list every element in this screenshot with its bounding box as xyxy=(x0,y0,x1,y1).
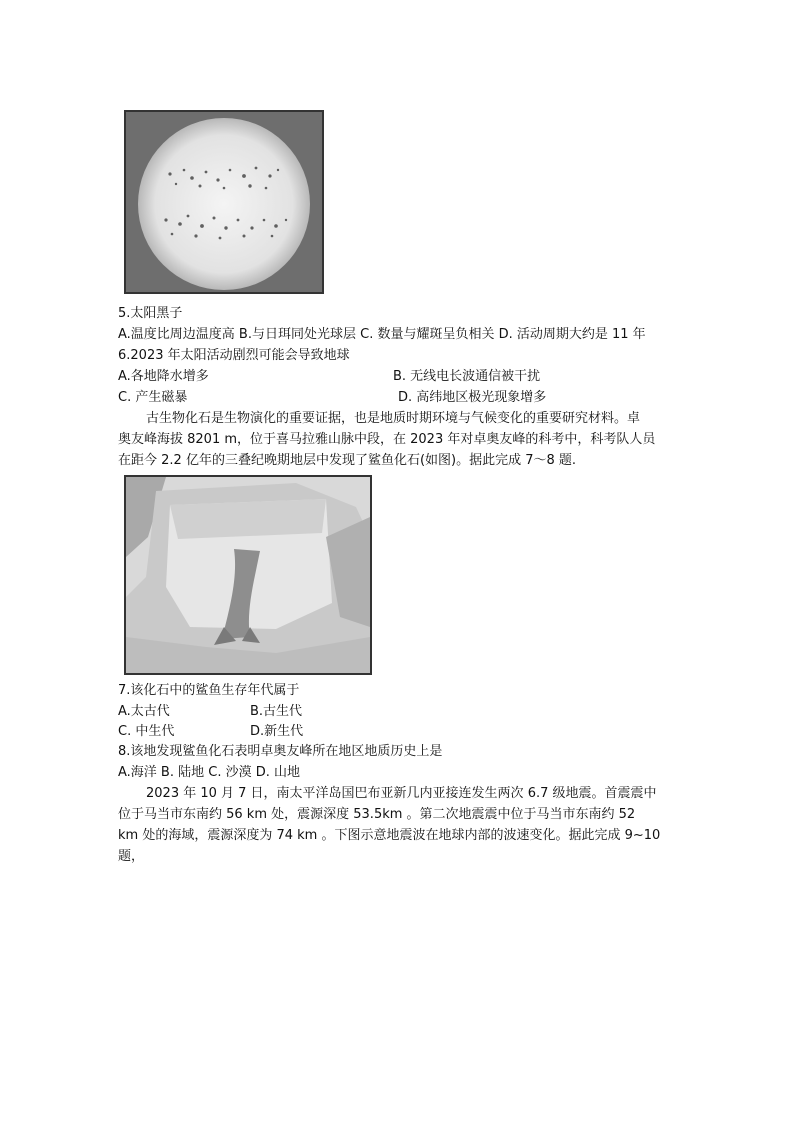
shark-fossil-photo xyxy=(124,475,372,675)
q8-options: A.海洋 B. 陆地 C. 沙漠 D. 山地 xyxy=(118,765,300,780)
q5-stem: 5.太阳黑子 xyxy=(118,306,183,321)
passage2-line1: 2023 年 10 月 7 日，南太平洋岛国巴布亚新几内亚接连发生两次 6.7 级地震。首震震中 xyxy=(146,786,657,801)
passage1-line1: 古生物化石是生物演化的重要证据，也是地质时期环境与气候变化的重要研究材料。卓 xyxy=(146,411,641,426)
q6-option-d: D. 高纬地区极光现象增多 xyxy=(398,390,547,405)
q7-option-c: C. 中生代 xyxy=(118,724,175,739)
sun-disk-illustration xyxy=(126,112,322,292)
q7-option-d: D.新生代 xyxy=(250,724,304,739)
q6-option-c: C. 产生磁暴 xyxy=(118,390,188,405)
passage2-line4: 题， xyxy=(118,849,145,864)
q7-option-b: B.古生代 xyxy=(250,704,303,719)
q7-stem: 7.该化石中的鲨鱼生存年代属于 xyxy=(118,683,300,698)
passage1-line2: 奥友峰海拔 8201 m，位于喜马拉雅山脉中段，在 2023 年对卓奥友峰的科考中，科考队人员 xyxy=(118,432,656,447)
passage2-line2: 位于马当市东南约 56 km 处，震源深度 53.5km 。第二次地震震中位于马当市东南约 52 xyxy=(118,807,636,822)
passage2-line3: km 处的海域，震源深度为 74 km 。下图示意地震波在地球内部的波速变化。据此完成 9~10 xyxy=(118,828,661,843)
q6-stem: 6.2023 年太阳活动剧烈可能会导致地球 xyxy=(118,348,350,363)
q6-option-b: B. 无线电长波通信被干扰 xyxy=(393,369,541,384)
q6-option-a: A.各地降水增多 xyxy=(118,369,209,384)
passage1-line3: 在距今 2.2 亿年的三叠纪晚期地层中发现了鲨鱼化石(如图)。据此完成 7～8 题. xyxy=(118,453,577,468)
q5-options: A.温度比周边温度高 B.与日珥同处光球层 C. 数量与耀斑呈负相关 D. 活动周期大约是 11 年 xyxy=(118,327,646,342)
fossil-illustration xyxy=(126,477,370,673)
q7-option-a: A.太古代 xyxy=(118,704,170,719)
q8-stem: 8.该地发现鲨鱼化石表明卓奥友峰所在地区地质历史上是 xyxy=(118,744,443,759)
sun-photo xyxy=(124,110,324,294)
